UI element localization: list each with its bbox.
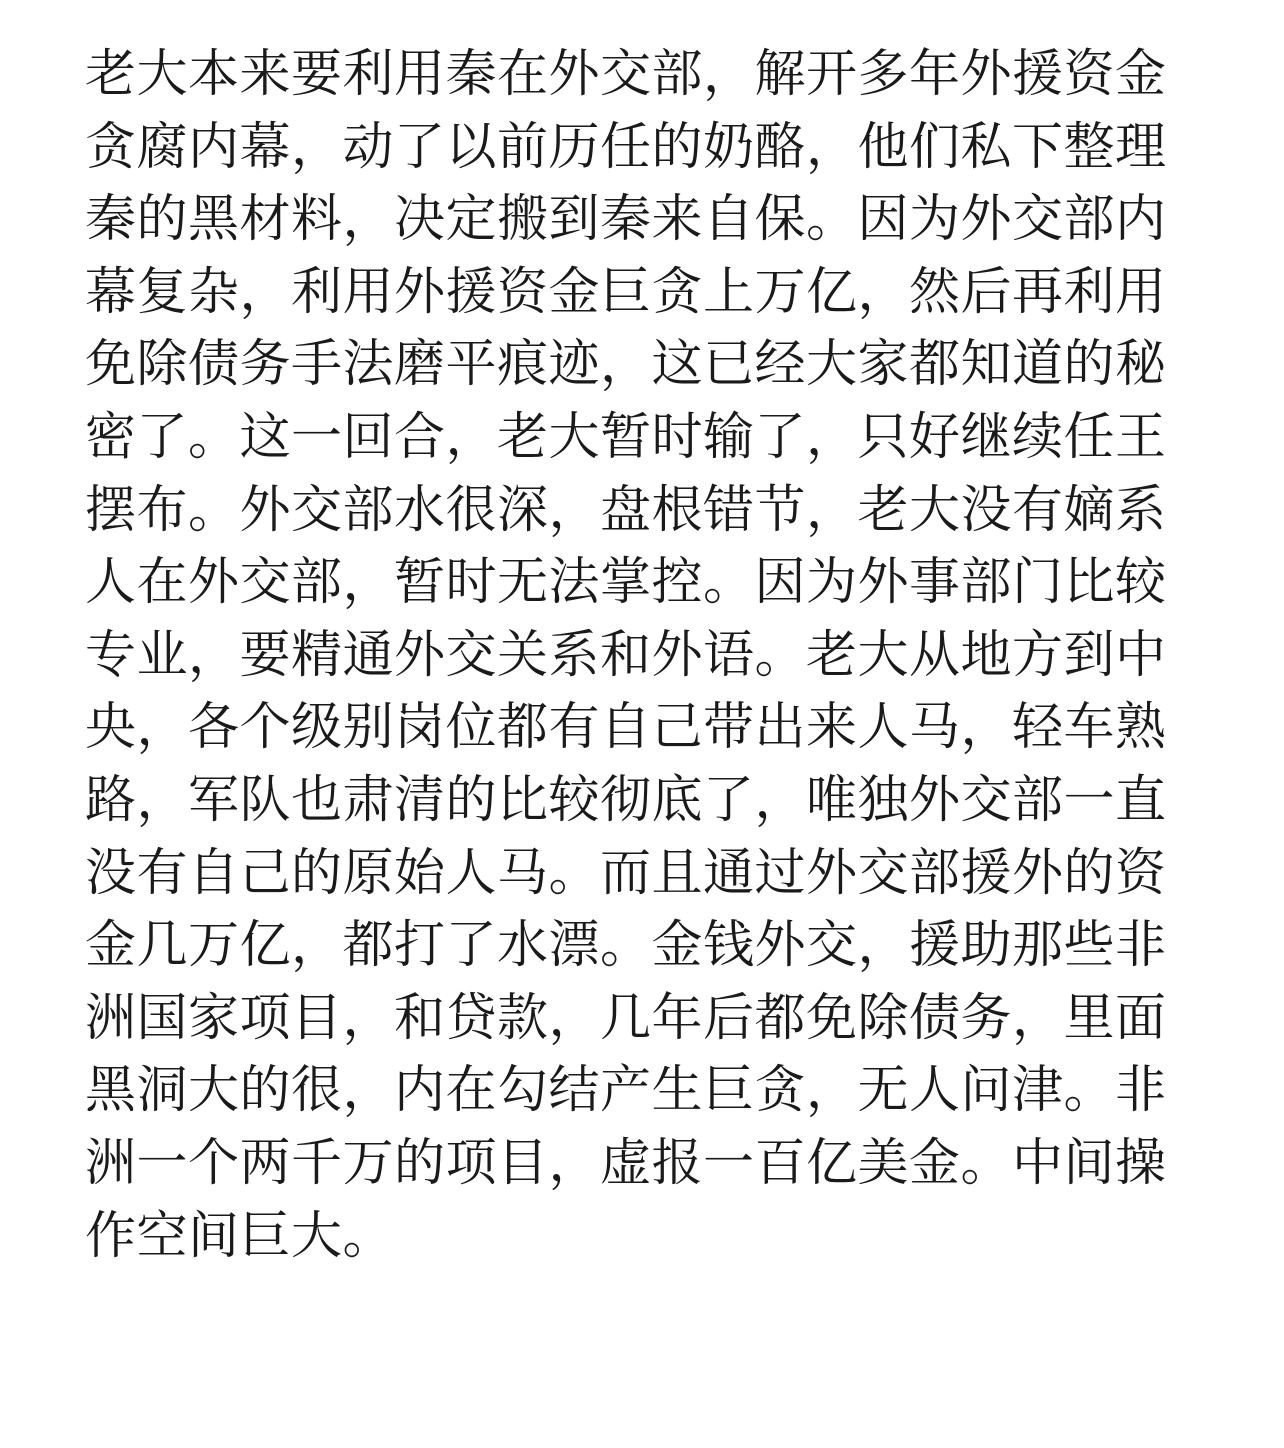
text-line: 路，军队也肃清的比较彻底了，唯独外交部一直: [85, 770, 1167, 830]
text-line: 黑洞大的很，内在勾结产生巨贪，无人问津。非: [85, 1061, 1167, 1121]
text-line: 幕复杂，利用外援资金巨贪上万亿，然后再利用: [85, 262, 1167, 322]
text-line: 洲一个两千万的项目，虚报一百亿美金。中间操: [85, 1133, 1167, 1193]
text-line: 免除债务手法磨平痕迹，这已经大家都知道的秘: [85, 335, 1167, 395]
text-line: 贪腐内幕，动了以前历任的奶酪，他们私下整理: [85, 117, 1167, 177]
text-line: 没有自己的原始人马。而且通过外交部援外的资: [85, 843, 1167, 903]
text-line: 洲国家项目，和贷款，几年后都免除债务，里面: [85, 988, 1167, 1048]
text-line: 摆布。外交部水很深，盘根错节，老大没有嫡系: [85, 480, 1167, 540]
article-body: [85, 39, 1205, 1273]
text-line: 秦的黑材料，决定搬到秦来自保。因为外交部内: [85, 190, 1167, 250]
text-line: 老大本来要利用秦在外交部，解开多年外援资金: [85, 45, 1167, 104]
text-line: 央，各个级别岗位都有自己带出来人马，轻车熟: [85, 698, 1167, 758]
text-line: 金几万亿，都打了水漂。金钱外交，援助那些非: [85, 916, 1167, 976]
text-line: 密了。这一回合，老大暂时输了，只好继续任王: [85, 407, 1167, 467]
text-line: 人在外交部，暂时无法掌控。因为外事部门比较: [85, 553, 1167, 613]
text-line: 作空间巨大。: [85, 1206, 395, 1266]
text-line: 专业，要精通外交关系和外语。老大从地方到中: [85, 625, 1167, 685]
